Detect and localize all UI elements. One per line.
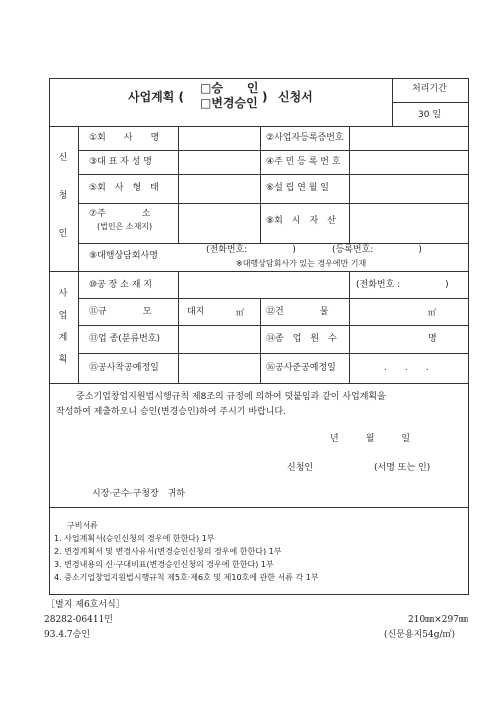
title-option-change-approval[interactable]: □변경승인 bbox=[200, 96, 258, 110]
land-label: 대지 bbox=[187, 307, 205, 317]
scale-label: ⑪규 모 bbox=[89, 307, 152, 317]
representative-name-label: ③대 표 자 성 명 bbox=[89, 157, 152, 167]
date-line: 년 월 일 bbox=[330, 434, 411, 444]
signature-field[interactable]: (서명 또는 인) bbox=[374, 463, 431, 473]
establishment-date-label: ⑥설 립 연 월 일 bbox=[266, 183, 329, 193]
addressee: 시장·군수·구청장 귀하 bbox=[92, 489, 185, 499]
applicant-section-label: 신 청 인 bbox=[58, 153, 68, 239]
attachment-item-2: 2. 변경계획서 및 변경사유서(변경승인신청의 경우에 한한다) 1부 bbox=[54, 547, 282, 556]
row-line bbox=[78, 353, 469, 354]
address-label: ⑦주 소 bbox=[89, 209, 151, 219]
company-assets-label: ⑧회 시 자 산 bbox=[266, 216, 336, 226]
row-line bbox=[78, 325, 469, 326]
employee-count-label: ⑭종 업 원 수 bbox=[266, 334, 337, 344]
business-col2 bbox=[260, 298, 261, 383]
construction-end-label: ⑯공사준공예정일 bbox=[266, 363, 336, 373]
applicant-signature-label: 신청인 bbox=[287, 463, 314, 473]
row-line bbox=[78, 203, 469, 204]
paper-type: (신문용지54g/㎡) bbox=[384, 630, 456, 640]
applicant-col1 bbox=[178, 126, 179, 243]
applicant-col3 bbox=[349, 126, 350, 243]
label-column-divider bbox=[78, 126, 79, 383]
resident-reg-no-label: ④주 민 등 록 번 호 bbox=[266, 157, 341, 167]
business-col1 bbox=[178, 271, 179, 383]
attachments-divider bbox=[49, 507, 469, 508]
industry-label: ⑬업 종(분류번호) bbox=[89, 334, 161, 344]
business-reg-no-label: ②사업자등록증번호 bbox=[266, 133, 344, 143]
processing-split bbox=[392, 102, 469, 103]
row-line bbox=[78, 150, 469, 151]
row-line bbox=[78, 243, 469, 244]
attachment-item-1: 1. 사업계획서(승인신청의 경우에 한한다) 1부 bbox=[54, 534, 215, 543]
row-line bbox=[78, 174, 469, 175]
building-label: ⑫건 물 bbox=[266, 307, 329, 317]
statement-line-1: 중소기업창업지원법시행규칙 제8조의 규정에 의하여 덧붙임과 같이 사업계획을 bbox=[76, 392, 386, 402]
consulting-note: ※대행상담회사가 있는 경우에만 기재 bbox=[236, 259, 367, 268]
factory-location-label: ⑩공 장 소 재 지 bbox=[89, 280, 152, 290]
approval-date: 93.4.7승인 bbox=[44, 630, 91, 640]
section-line bbox=[49, 271, 78, 272]
title-option-approval[interactable]: □승 인 bbox=[200, 81, 259, 95]
applicant-col2 bbox=[260, 126, 261, 243]
consulting-reg-no: (등록번호: ) bbox=[332, 245, 422, 255]
statement-line-2: 작성하여 제출하오니 승인(변경승인)하여 주시기 바랍니다. bbox=[56, 407, 286, 417]
consulting-company-label: ⑨대행상담회사명 bbox=[89, 251, 158, 261]
employee-unit: 명 bbox=[428, 334, 437, 344]
form-code: 28282-06411민 bbox=[44, 615, 113, 625]
construction-start-label: ⑮공사착공예정일 bbox=[89, 363, 159, 373]
section-bottom bbox=[49, 383, 469, 384]
completion-date-field[interactable]: . . . bbox=[384, 363, 429, 373]
company-type-label: ⑤회 사 형 태 bbox=[89, 183, 159, 193]
processing-label: 처리기간 bbox=[412, 84, 447, 94]
building-unit: ㎡ bbox=[428, 308, 436, 317]
title-suffix: 신청서 bbox=[278, 90, 313, 104]
row-line bbox=[78, 271, 469, 272]
land-unit: ㎡ bbox=[236, 308, 244, 317]
business-section-label: 사 업 계 획 bbox=[58, 289, 68, 365]
header-bottom bbox=[49, 126, 469, 127]
row-line bbox=[78, 298, 469, 299]
consulting-phone: (전화번호: ) bbox=[206, 245, 296, 255]
processing-value: 30 일 bbox=[418, 110, 442, 120]
factory-phone: (전화번호 : ) bbox=[356, 280, 449, 290]
paper-size: 210㎜×297㎜ bbox=[408, 615, 468, 625]
attachment-item-3: 3. 변경내용의 신·구대비표(변경승인신청의 경우에 한한다) 1부 bbox=[54, 560, 274, 569]
title-close-paren: ) bbox=[262, 90, 268, 104]
business-col3 bbox=[349, 271, 350, 383]
form-title: 사업계획 ( bbox=[128, 90, 185, 104]
attachment-item-4: 4. 중소기업창업지원법시행규칙 제5호·제6호 및 제10호에 관한 서류 각 1부 bbox=[54, 573, 319, 582]
address-sublabel: (법인은 소재지) bbox=[97, 222, 153, 231]
form-number: ［별지 제6호서식］ bbox=[46, 600, 125, 610]
company-name-label: ①회 사 명 bbox=[89, 133, 160, 143]
attachments-heading: 구비서류 bbox=[67, 521, 98, 530]
